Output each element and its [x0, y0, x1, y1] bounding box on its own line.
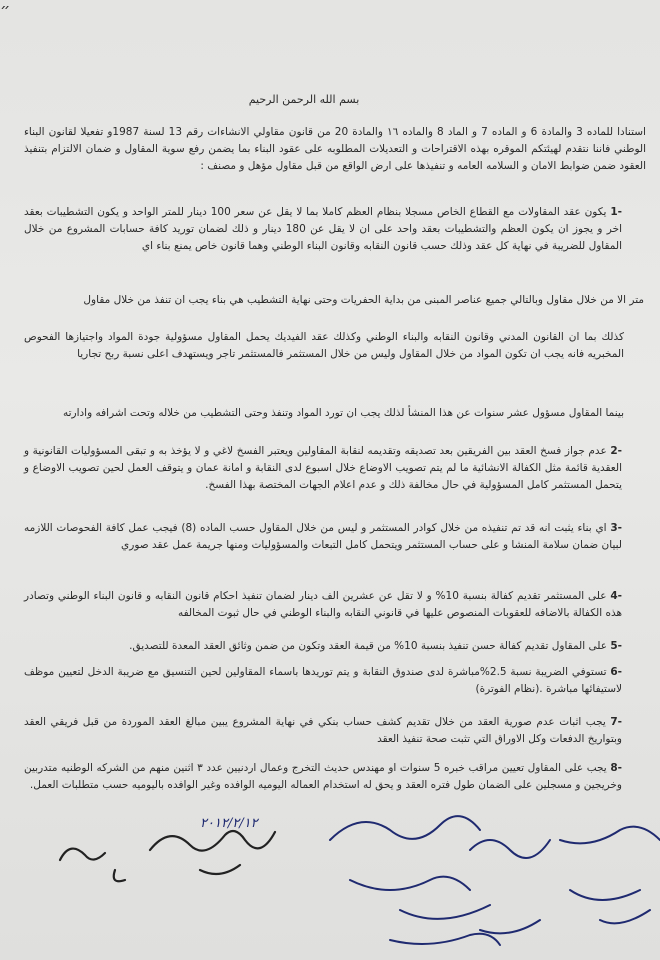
signature-5 — [560, 827, 660, 924]
clause-text: على المقاول تقديم كفالة حسن تنفيذ بنسبة 10% من قيمة العقد وتكون من ضمن وثائق العقد المعدة للتصديق. — [129, 640, 607, 652]
clause-number: -8 — [610, 762, 622, 774]
clause-4 — [24, 588, 622, 622]
clause-text: تستوفي الضريبة نسبة 2.5%مباشرة لدى صندوق النقابة و يتم توريدها باسماء المقاولين لحين التنسيق مع ضريبة الدخل لتعيين موظف لاستيفائها مباشرة .(نظام الفوترة) — [24, 666, 622, 695]
clause-1-continued-c — [24, 405, 624, 422]
handwritten-date: ٢٠١٢/٢/١٢ — [200, 816, 258, 831]
clause-6 — [24, 664, 622, 698]
clause-3 — [24, 520, 622, 554]
clause-number: -3 — [610, 522, 622, 534]
signature-3 — [330, 816, 490, 919]
bismillah-heading: بسم الله الرحمن الرحيم — [248, 93, 360, 106]
clause-number: -4 — [610, 590, 622, 602]
clause-text: يجب اثبات عدم صورية العقد من خلال تقديم كشف حساب بنكي في نهاية المشروع يبين مبالغ العقد الموردة من قبل فريقي العقد وبتواريخ الدفعات وكل الاوراق التي تثبت صحة تنفيذ العقد — [24, 716, 622, 745]
clause-5 — [24, 638, 622, 655]
signature-2 — [150, 831, 275, 874]
signature-4 — [470, 840, 550, 933]
clause-1 — [24, 204, 622, 255]
signature-6 — [390, 934, 500, 945]
intro-paragraph: استنادا للماده 3 والمادة 6 و الماده 7 و الماد 8 والماده ١٦ والمادة 20 من قانون مقاولي الانشاءات رقم 13 لسنة 1987و تفعيلا لقانون البناء الوطني فاننا نتقدم لهيئتكم الموقره بهذه الاقتراحات و التعديلات المطلوبه على عقود البناء بما يضمن رفع سوية المقاول و ضمان الالتزام بتنفيذ العقود ضمن ضوابط الامان و السلامه العامه و تنفيذها على ارض الواقع من قبل مقاول مؤهل و مصنف : — [24, 126, 646, 172]
clause-text: متر الا من خلال مقاول وبالتالي جميع عناصر المبنى من بداية الحفريات وحتى نهاية التشطيب هي بناء يجب ان تنفذ من خلال مقاول — [83, 294, 644, 306]
signatures-area — [0, 800, 660, 960]
clause-7 — [24, 714, 622, 748]
clause-2 — [24, 443, 622, 494]
clause-text: على المستثمر تقديم كفالة بنسبة 10% و لا تقل عن عشرين الف دينار لضمان تنفيذ احكام قانون النقابه و قانون البناء الوطني وتصادر هذه الكفالة بالاضافه للعقوبات المنصوص عليها في قانوني النقابه والبناء الوطني في حال ثبوت المخالفه — [24, 590, 622, 619]
clause-text: اي بناء يثبت انه قد تم تنفيذه من خلال كوادر المستثمر و ليس من خلال المقاول حسب الماده (8) فيجب عمل كافة الفحوصات اللازمه لبيان ضمان سلامة المنشا و على حساب المستثمر ويتحمل كامل التبعات والمسؤوليات ومنها جريمة عمل عقد صوري — [24, 522, 622, 551]
handwritten-signatures — [0, 800, 660, 960]
signature-1 — [60, 849, 125, 882]
clause-text: عدم جواز فسخ العقد بين الفريقين بعد تصديقه وتقديمه لنقابة المقاولين ويعتبر الفسخ لاغي و لا يؤخذ به و تبقى المسؤوليات القانونية و العقدية قائمة مثل الكفالة الانشائية ما لم يتم تصويب الاوضاع خلال اسبوع لدى النقابة و امانة عمان و يتوقف العمل لحين تصويب الاوضاع و يتحمل المستثمر كامل المسؤولية في حال مخالفة ذلك و عدم اعلام الجهات المختصة بهذا الفسخ. — [24, 445, 622, 491]
clause-1-continued-b — [24, 329, 624, 363]
clause-number: -5 — [610, 640, 622, 652]
corner-mark: ״ — [0, 0, 11, 19]
clause-text: يكون عقد المقاولات مع القطاع الخاص مسجلا بنظام العظم كاملا بما لا يقل عن سعر 100 دينار للمتر الواحد و يكون التشطيبات بعقد اخر و يجوز ان يكون العظم والتشطيبات بعقد واحد على ان لا يقل عن 180 دينار و ذلك لضمان توريد كافة حسابات المشروع من خلال المقاول للضريبة في نهاية كل عقد وذلك حسب قانون النقابه وقانون البناء الوطني وهما قانون خاص يمنع بناء اي — [24, 206, 622, 252]
clause-number: -2 — [610, 445, 622, 457]
clause-number: -7 — [610, 716, 622, 728]
clause-1-continued-a — [24, 292, 644, 309]
clause-text: كذلك بما ان القانون المدني وقانون النقابه والبناء الوطني وكذلك عقد الفيديك يحمل المقاول مسؤولية جودة المواد واجتيازها الفحوص المخبريه فانه يجب ان تكون المواد من خلال المقاول وليس من خلال المستثمر فالمستثمر تاجر ويستهدف اعلى نسبة ربح تجاريا — [24, 331, 624, 360]
clause-text: بينما المقاول مسؤول عشر سنوات عن هذا المنشأ لذلك يجب ان تورد المواد وتنفذ وحتى التشطيب من خلاله وتحت اشرافه وادارته — [62, 407, 624, 419]
clause-number: -1 — [610, 206, 622, 218]
clause-number: -6 — [610, 666, 622, 678]
clause-8 — [24, 760, 622, 794]
clause-text: يجب على المقاول تعيين مراقب خبره 5 سنوات او مهندس حديث التخرج وعمال اردنيين عدد ٣ اثنين منهم من الشركه الوطنيه متدربين وخريجين و مسجلين على الضمان طول فتره العقد و يحق له استخدام العماله اليوميه الوافده وغير الوافده باليوميه حسب متطلبات العمل. — [24, 762, 622, 791]
